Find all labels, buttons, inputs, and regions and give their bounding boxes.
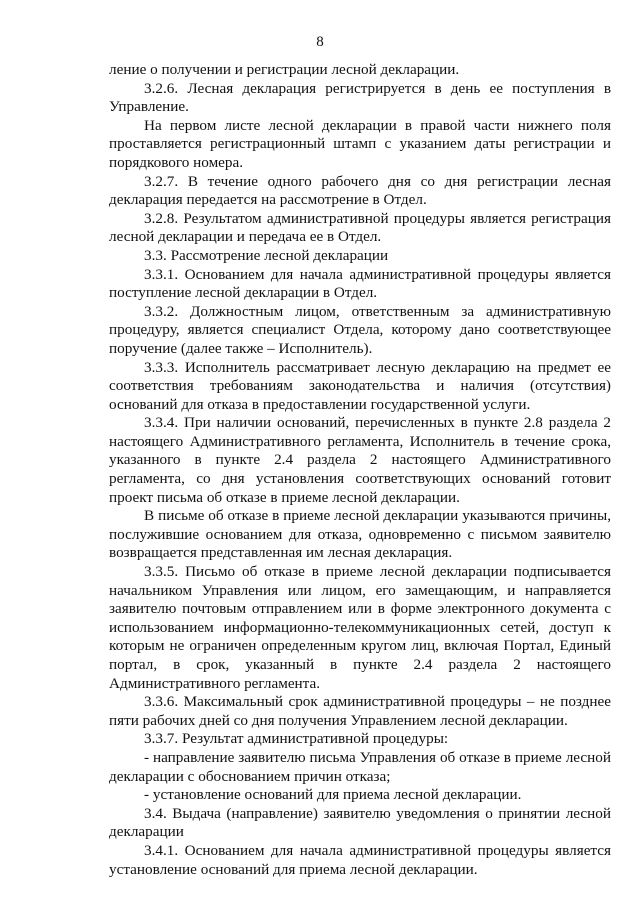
list-item-refusal: - направление заявителю письма Управления об отказе в приеме лесной декларации с обоснованием причин отказа; bbox=[109, 748, 611, 785]
paragraph-3-3-3: 3.3.3. Исполнитель рассматривает лесную декларацию на предмет ее соответствия требованиям законодательства и наличия (отсутствия) оснований для отказа в предоставлении государственной услуги. bbox=[109, 358, 611, 413]
page-number: 8 bbox=[316, 34, 324, 50]
paragraph-3-3-4: 3.3.4. При наличии оснований, перечисленных в пункте 2.8 раздела 2 настоящего Административного регламента, Исполнитель в течение срока, указанного в пункте 2.4 раздела 2 настоящего Административного регламента, со дня установления соответствующих оснований готовит проект письма об отказе в приеме лесной декларации. bbox=[109, 414, 611, 506]
paragraph-3-2-6: 3.2.6. Лесная декларация регистрируется в день ее поступления в Управление. bbox=[109, 79, 611, 116]
paragraph-3-3-5: 3.3.5. Письмо об отказе в приеме лесной декларации подписывается начальником Управления или лицом, его замещающим, и направляется заявителю почтовым отправлением или в форме электронного документа с использованием информационно-телекоммуникационных сетей, доступ к которым не ограничен определенным кругом лиц, включая Портал, Единый портал, в срок, указанный в пункте 2.4 раздела 2 настоящего Административного регламента. bbox=[109, 563, 611, 692]
paragraph-3-3-6: 3.3.6. Максимальный срок административной процедуры – не позднее пяти рабочих дней со дня получения Управлением лесной декларации. bbox=[109, 693, 611, 729]
paragraph-stamp: На первом листе лесной декларации в правой части нижнего поля проставляется регистрационный штамп с указанием даты регистрации и порядкового номера. bbox=[109, 116, 611, 171]
paragraph-3-2-8: 3.2.8. Результатом административной процедуры является регистрация лесной декларации и передача ее в Отдел. bbox=[109, 209, 611, 246]
document-body bbox=[109, 61, 611, 879]
section-heading-3-3: 3.3. Рассмотрение лесной декларации bbox=[144, 246, 389, 264]
paragraph-3-4-1: 3.4.1. Основанием для начала административной процедуры является установление оснований для приема лесной декларации. bbox=[109, 841, 611, 878]
paragraph-3-2-7: 3.2.7. В течение одного рабочего дня со дня регистрации лесная декларация передается на рассмотрение в Отдел. bbox=[109, 172, 611, 209]
paragraph-refusal-letter: В письме об отказе в приеме лесной декларации указываются причины, послужившие основанием для отказа, одновременно с письмом заявителю возвращается представленная им лесная декларация. bbox=[109, 507, 611, 562]
paragraph-3-3-1: 3.3.1. Основанием для начала административной процедуры является поступление лесной декларации в Отдел. bbox=[109, 265, 611, 302]
paragraph-3-3-7: 3.3.7. Результат административной процедуры: bbox=[144, 730, 449, 748]
list-item-acceptance: - установление оснований для приема лесной декларации. bbox=[144, 786, 522, 804]
paragraph-3-3-2: 3.3.2. Должностным лицом, ответственным за административную процедуру, является специалист Отдела, которому дано соответствующее поручение (далее также – Исполнитель). bbox=[109, 302, 611, 357]
section-heading-3-4: 3.4. Выдача (направление) заявителю уведомления о принятии лесной декларации bbox=[109, 804, 611, 841]
paragraph-continuation: ление о получении и регистрации лесной декларации. bbox=[109, 61, 460, 78]
